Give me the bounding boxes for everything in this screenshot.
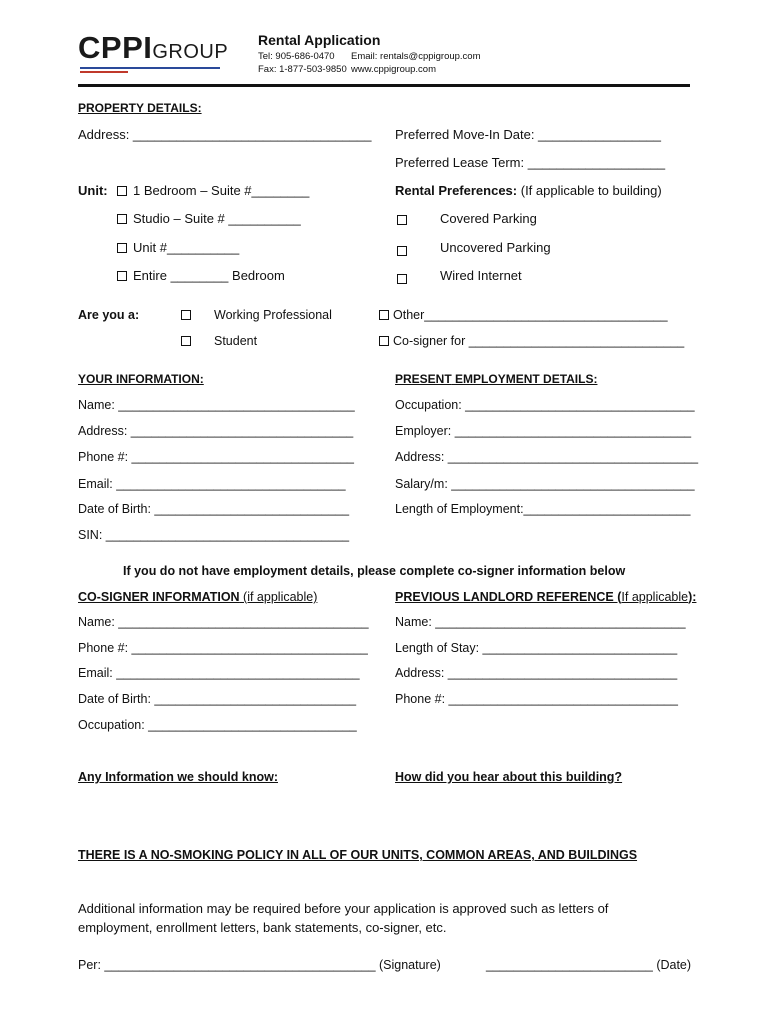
contact-tel: Tel: 905-686-0470	[258, 51, 335, 62]
other-option[interactable]: Other___________________________________	[379, 308, 668, 322]
logo-secondary: GROUP	[152, 41, 229, 63]
additional-info-line-1: Additional information may be required before your application is approved such as letters of	[78, 901, 609, 916]
unit-label: Unit:	[78, 183, 108, 198]
your-phone-field[interactable]: Phone #: ________________________________	[78, 450, 354, 464]
lease-term-field[interactable]: Preferred Lease Term: ___________________	[395, 155, 666, 170]
checkbox[interactable]	[379, 310, 389, 320]
unit-option-studio[interactable]: Studio – Suite # __________	[117, 211, 301, 226]
checkbox[interactable]	[117, 186, 127, 196]
checkbox[interactable]	[117, 243, 127, 253]
company-logo	[78, 30, 228, 66]
your-dob-field[interactable]: Date of Birth: ____________________________	[78, 502, 350, 516]
cosigner-phone-field[interactable]: Phone #: __________________________________	[78, 641, 368, 655]
landlord-name-field[interactable]: Name: ____________________________________	[395, 615, 686, 629]
form-title: Rental Application	[258, 32, 381, 48]
cosigner-email-field[interactable]: Email: ___________________________________	[78, 666, 360, 680]
covered-parking-label: Covered Parking	[440, 211, 537, 226]
landlord-stay-field[interactable]: Length of Stay: ____________________________	[395, 641, 678, 655]
cosigner-heading: CO-SIGNER INFORMATION (if applicable)	[78, 590, 318, 604]
your-name-field[interactable]: Name: __________________________________	[78, 398, 355, 412]
unit-option-unit[interactable]: Unit #__________	[117, 240, 239, 255]
occupation-field[interactable]: Occupation: _________________________________	[395, 398, 695, 412]
logo-primary: CPPI	[78, 30, 153, 65]
your-info-heading: YOUR INFORMATION:	[78, 372, 204, 386]
wired-internet-checkbox[interactable]	[397, 274, 407, 284]
info-question[interactable]: Any Information we should know:	[78, 770, 278, 784]
unit-option-1-bedroom[interactable]: 1 Bedroom – Suite #________	[117, 183, 309, 198]
checkbox[interactable]	[379, 336, 389, 346]
working-professional-label: Working Professional	[214, 308, 332, 322]
date-field[interactable]: ________________________ (Date)	[486, 958, 692, 972]
employment-length-field[interactable]: Length of Employment:________________________	[395, 502, 691, 516]
cosigner-occupation-field[interactable]: Occupation: ______________________________	[78, 718, 357, 732]
working-professional-checkbox[interactable]	[181, 310, 191, 320]
employer-address-field[interactable]: Address: ____________________________________	[395, 450, 699, 464]
contact-fax: Fax: 1-877-503-9850	[258, 64, 347, 75]
your-sin-field[interactable]: SIN: ___________________________________	[78, 528, 350, 542]
your-address-field[interactable]: Address: ________________________________	[78, 424, 354, 438]
additional-info-line-2: employment, enrollment letters, bank statements, co-signer, etc.	[78, 920, 447, 935]
your-email-field[interactable]: Email: _________________________________	[78, 477, 346, 491]
employer-field[interactable]: Employer: __________________________________	[395, 424, 692, 438]
employment-heading: PRESENT EMPLOYMENT DETAILS:	[395, 372, 598, 386]
covered-parking-checkbox[interactable]	[397, 215, 407, 225]
student-label: Student	[214, 334, 258, 348]
cosigner-name-field[interactable]: Name: ____________________________________	[78, 615, 369, 629]
applicant-type-label: Are you a:	[78, 308, 140, 322]
cosigner-for-option[interactable]: Co-signer for _______________________________	[379, 334, 684, 348]
no-smoking-policy: THERE IS A NO-SMOKING POLICY IN ALL OF OUR UNITS, COMMON AREAS, AND BUILDINGS	[78, 848, 638, 862]
cosigner-dob-field[interactable]: Date of Birth: _____________________________	[78, 692, 357, 706]
landlord-heading: PREVIOUS LANDLORD REFERENCE (If applicable):	[395, 590, 697, 604]
header-divider	[78, 84, 690, 87]
checkbox[interactable]	[117, 214, 127, 224]
logo-underline-red	[80, 71, 128, 73]
contact-email: Email: rentals@cppigroup.com	[351, 51, 481, 62]
cosigner-notice: If you do not have employment details, please complete co-signer information below	[123, 564, 626, 578]
property-heading: PROPERTY DETAILS:	[78, 101, 202, 115]
landlord-phone-field[interactable]: Phone #: _________________________________	[395, 692, 678, 706]
move-in-date-field[interactable]: Preferred Move-In Date: _________________	[395, 127, 661, 142]
logo-underline-blue	[80, 67, 220, 69]
heard-question[interactable]: How did you hear about this building?	[395, 770, 623, 784]
unit-option-entire[interactable]: Entire ________ Bedroom	[117, 268, 285, 283]
address-field[interactable]: Address: _________________________________	[78, 127, 372, 142]
uncovered-parking-label: Uncovered Parking	[440, 240, 551, 255]
contact-website: www.cppigroup.com	[351, 64, 437, 75]
student-checkbox[interactable]	[181, 336, 191, 346]
uncovered-parking-checkbox[interactable]	[397, 246, 407, 256]
salary-field[interactable]: Salary/m: ___________________________________	[395, 477, 695, 491]
landlord-address-field[interactable]: Address: _________________________________	[395, 666, 678, 680]
signature-field[interactable]: Per: _______________________________________ (Signature)	[78, 958, 441, 972]
checkbox[interactable]	[117, 271, 127, 281]
wired-internet-label: Wired Internet	[440, 268, 522, 283]
rental-preferences-label: Rental Preferences: (If applicable to building)	[395, 183, 662, 198]
